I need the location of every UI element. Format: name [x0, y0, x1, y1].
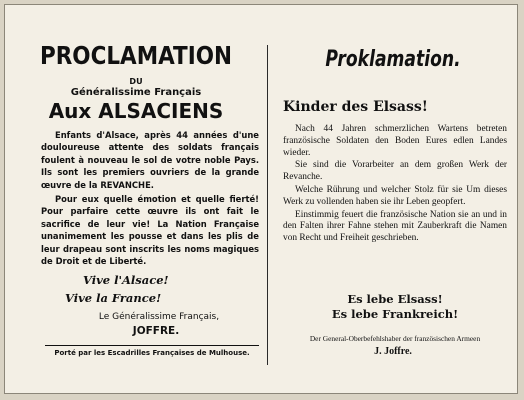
french-paragraph-1: Enfants d'Alsace, après 44 années d'une douloureuse attente des soldats français foulent à nouveau le sol de votre noble Pays. Ils sont les premiers ouvriers de la grande œuvre de la REVANCHE. — [41, 130, 259, 190]
french-signer-title: Le Généralissime Français, — [98, 312, 220, 322]
german-signer-title: Der General-Oberbefehlshaber der französischen Armeen — [309, 334, 481, 343]
french-footer-rule — [45, 345, 259, 346]
proclamation-poster — [4, 4, 518, 394]
german-title: Proklamation. — [325, 47, 461, 72]
french-addressee: Aux ALSACIENS — [48, 99, 224, 123]
lebe-frankreich: Es lebe Frankreich! — [331, 306, 459, 321]
french-paragraph-2: Pour eux quelle émotion et quelle fierté! Pour parfaire cette œuvre ils ont fait le sacrifice de leur vie! La Nation Française unanimement les pousse et dans les plis de leur drapeau sont inscrits les noms magiques de Droit et de Liberté. — [41, 194, 259, 267]
german-body — [283, 124, 507, 246]
german-paragraph-4: Einstimmig feuert die französische Nation sie an und in den Falten ihrer Fahne stehen mit Zauberkraft die Namen von Recht und Freiheit geschrieben. — [283, 209, 507, 244]
german-paragraph-1: Nach 44 Jahren schmerzlichen Wartens betreten französische Soldaten den Boden Eures edlen Landes wieder. — [283, 124, 507, 158]
lebe-elsass: Es lebe Elsass! — [347, 292, 443, 306]
german-paragraph-2: Sie sind die Vorarbeiter an dem großen Werk der Revanche. — [283, 160, 507, 183]
french-footer: Porté par les Escadrilles Françaises de Mulhouse. — [54, 349, 250, 357]
german-greeting: Kinder des Elsass! — [283, 99, 428, 115]
column-divider — [267, 45, 268, 365]
vive-alsace: Vive l'Alsace! — [83, 273, 169, 287]
french-title: PROCLAMATION — [39, 41, 233, 70]
german-signer-name: J. Joffre. — [374, 346, 412, 357]
vive-france: Vive la France! — [65, 291, 162, 305]
french-signer-name: JOFFRE. — [132, 325, 180, 337]
french-exclamations — [65, 271, 245, 307]
french-body — [41, 129, 259, 269]
french-issuer: Généralissime Français — [70, 87, 202, 98]
french-du: DU — [129, 77, 143, 86]
german-exclamations — [283, 292, 507, 321]
german-paragraph-3: Welche Rührung und welcher Stolz für sie Um dieses Werk zu vollenden haben sie ihr Leben geopfert. — [283, 184, 507, 207]
